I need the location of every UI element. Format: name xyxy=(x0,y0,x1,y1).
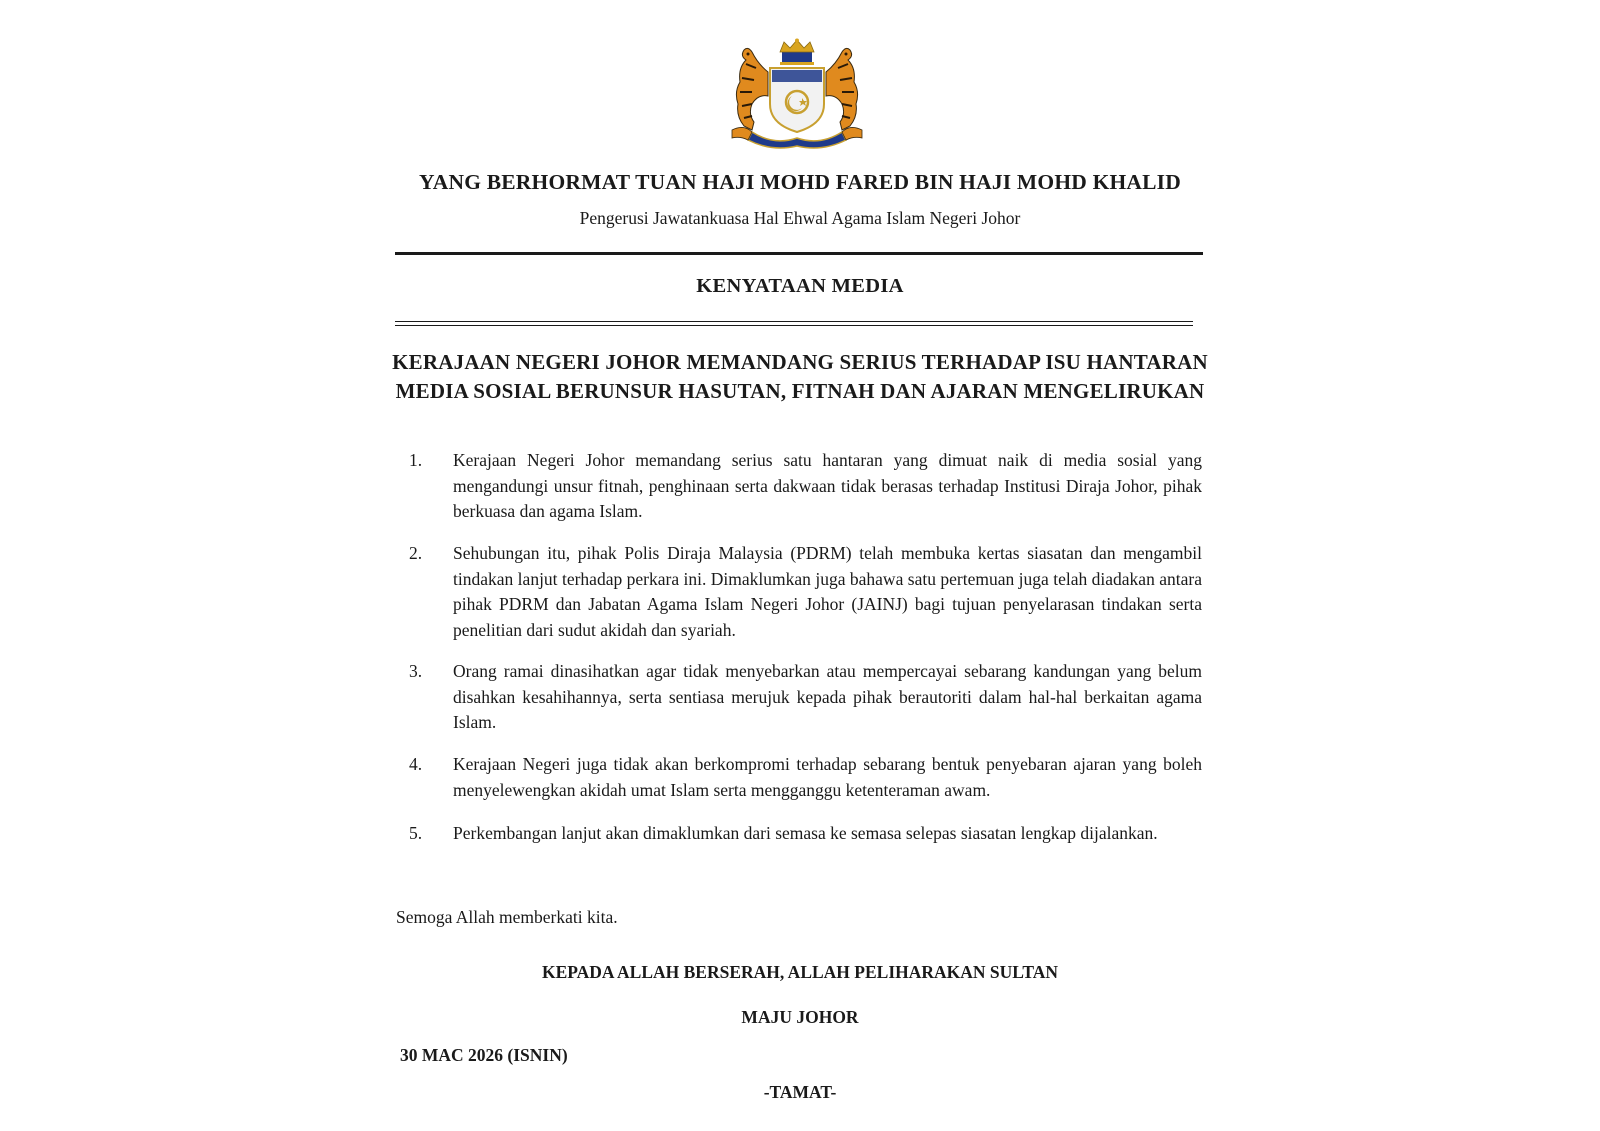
paragraph-4 xyxy=(400,752,1202,803)
paragraph-number: 3. xyxy=(409,661,423,681)
motto: KEPADA ALLAH BERSERAH, ALLAH PELIHARAKAN SULTAN xyxy=(541,962,1059,982)
headline: KERAJAAN NEGERI JOHOR MEMANDANG SERIUS TERHADAP ISU HANTARAN MEDIA SOSIAL BERUNSUR HASUTAN, FITNAH DAN AJARAN MENGELIRUKAN xyxy=(392,350,1208,403)
paragraph-text: Kerajaan Negeri juga tidak akan berkompromi terhadap sebarang bentuk penyebaran ajaran yang boleh menyelewengkan akidah umat Islam serta mengganggu ketenteraman awam. xyxy=(453,754,1202,800)
official-role: Pengerusi Jawatankuasa Hal Ehwal Agama Islam Negeri Johor xyxy=(579,208,1021,228)
paragraph-text: Orang ramai dinasihatkan agar tidak menyebarkan atau mempercayai sebarang kandungan yang belum disahkan kesahihannya, serta sentiasa merujuk kepada pihak berautoriti dalam hal-hal berkaitan agama Islam. xyxy=(453,661,1202,732)
paragraph-number: 2. xyxy=(409,543,423,563)
crown-icon xyxy=(780,39,814,66)
official-name: YANG BERHORMAT TUAN HAJI MOHD FARED BIN HAJI MOHD KHALID xyxy=(419,170,1181,194)
closing-line: Semoga Allah memberkati kita. xyxy=(396,907,618,927)
johor-crest-icon xyxy=(722,38,872,150)
right-tiger-icon xyxy=(826,48,858,130)
header-divider xyxy=(395,252,1203,255)
left-tiger-icon xyxy=(736,48,768,130)
end-marker: -TAMAT- xyxy=(763,1082,837,1102)
shield-icon xyxy=(770,68,824,132)
paragraph-number: 1. xyxy=(409,450,423,470)
double-divider xyxy=(395,321,1193,326)
statement-type: KENYATAAN MEDIA xyxy=(696,275,904,297)
paragraph-number: 4. xyxy=(409,754,423,774)
paragraph-text: Sehubungan itu, pihak Polis Diraja Malaysia (PDRM) telah membuka kertas siasatan dan mengambil tindakan lanjut terhadap perkara ini. Dimaklumkan juga bahawa satu pertemuan juga telah diadakan antara pihak PDRM dan Jabatan Agama Islam Negeri Johor (JAINJ) bagi tujuan penyelarasan tindakan serta penelitian dari sudut akidah dan syariah. xyxy=(453,543,1202,640)
paragraph-1 xyxy=(400,448,1202,525)
release-date: 30 MAC 2026 (ISNIN) xyxy=(400,1045,568,1065)
paragraph-text: Kerajaan Negeri Johor memandang serius satu hantaran yang dimuat naik di media sosial yang mengandungi unsur fitnah, penghinaan serta dakwaan tidak berasas terhadap Institusi Diraja Johor, pihak berkuasa dan agama Islam. xyxy=(453,450,1202,521)
paragraph-5 xyxy=(400,821,1202,847)
slogan: MAJU JOHOR xyxy=(741,1007,859,1027)
paragraph-3 xyxy=(400,659,1202,736)
paragraph-2 xyxy=(400,541,1202,643)
paragraph-number: 5. xyxy=(409,823,423,843)
paragraph-text: Perkembangan lanjut akan dimaklumkan dari semasa ke semasa selepas siasatan lengkap dijalankan. xyxy=(453,823,1158,843)
